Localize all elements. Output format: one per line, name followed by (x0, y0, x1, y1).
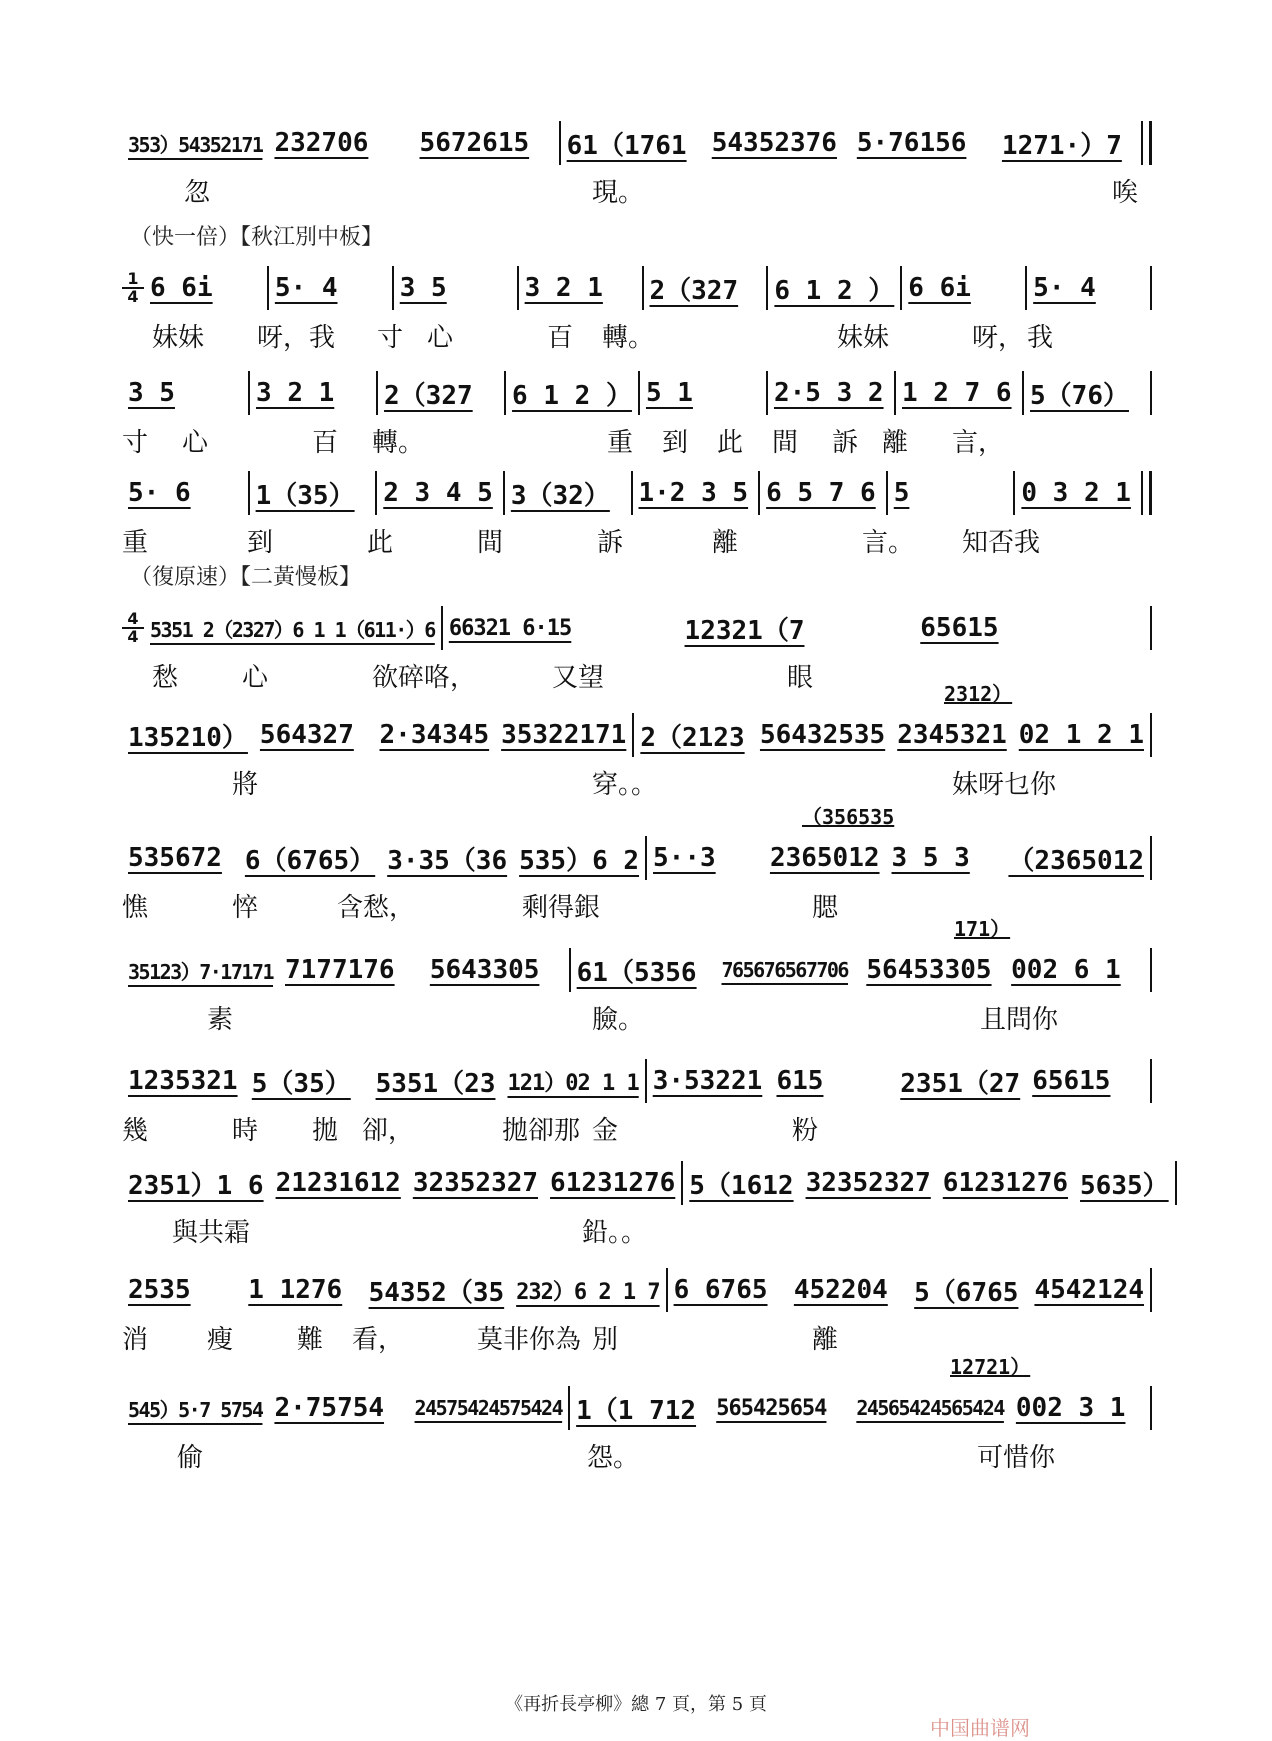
note-group: 2365012 (769, 843, 880, 873)
note-group: 3 2 1 (256, 378, 335, 408)
note-group: 1·2 3 5 (638, 478, 749, 508)
lyric-word: 妹妹 (152, 323, 205, 353)
lyric-word: 剩得銀 (522, 893, 601, 923)
site-watermark: 中国曲谱网 (930, 1716, 1030, 1740)
lyric-word: 呀，我 (257, 323, 336, 353)
notation-line (122, 265, 1152, 311)
note-group: 24565424565424 (856, 1396, 1004, 1420)
note-group: 7177176 (285, 955, 395, 985)
page-footer: 《再折長亭柳》總 7 頁，第 5 頁 (505, 1694, 767, 1715)
grace-notes: 171） (954, 917, 1011, 941)
lyric-word: 此 (717, 428, 744, 458)
lyric-word: 拋卻那 (502, 1116, 581, 1146)
note-group: 6 6i (908, 273, 971, 303)
lyric-word: 現。 (592, 178, 645, 208)
note-group: 5· 6 (128, 478, 191, 508)
staff-row (122, 1267, 1152, 1357)
note-group: 2·75754 (274, 1393, 385, 1423)
time-signature-number: 4 (127, 287, 139, 306)
notation-line (122, 835, 1152, 881)
note-group: 12321（7 (684, 615, 805, 646)
note-group: 135210） (128, 722, 248, 753)
notation-line (122, 712, 1152, 758)
note-group: 564327 (259, 720, 354, 750)
bar-line (1150, 266, 1152, 310)
note-group: 2·5 3 2 (773, 378, 884, 408)
note-group: 5643305 (429, 955, 540, 985)
bar-line (1150, 948, 1152, 992)
note-group: 5（35） (251, 1068, 351, 1099)
note-group: 6 5 7 6 (766, 478, 876, 508)
staff-row (122, 1058, 1152, 1148)
note-group: 66321 6·15 (448, 615, 572, 641)
lyric-word: 知否我 (962, 528, 1041, 558)
staff-row (122, 1355, 1152, 1475)
note-group: 765676567706 (721, 958, 848, 982)
lyric-word: 言。 (862, 528, 915, 558)
lyric-word: 眼 (787, 663, 814, 693)
note-group: 1 2 7 6 (902, 378, 1012, 408)
lyric-word: 拋 (312, 1116, 339, 1146)
note-group: 2（327 (649, 275, 739, 306)
note-group: 535）6 2 (519, 845, 640, 876)
lyric-word: 妹妹 (837, 323, 890, 353)
lyrics-line (122, 764, 1152, 798)
time-signature (122, 611, 144, 645)
bar-line (1150, 1059, 1152, 1103)
lyric-word: 間 (477, 528, 504, 558)
double-bar-line (1141, 471, 1152, 515)
note-group: 5（6765 (914, 1277, 1019, 1308)
note-group: 5· 4 (1033, 273, 1096, 303)
lyric-word: 金 (592, 1116, 619, 1146)
staff-row (122, 120, 1152, 210)
note-group: 353）54352171 (128, 132, 263, 157)
lyric-word: 看， (352, 1325, 405, 1355)
lyric-word: 心 (182, 428, 209, 458)
note-group: 002 3 1 (1015, 1393, 1126, 1423)
note-group: 121）02 1 1 (507, 1070, 639, 1096)
note-group: 35123）7·17171 (128, 959, 273, 984)
note-group: 3（32） (510, 480, 610, 511)
bar-line (1150, 371, 1152, 415)
note-group: 54352376 (711, 128, 837, 158)
lyric-word: 心 (242, 663, 269, 693)
note-group: 56432535 (759, 720, 886, 750)
lyric-word: 消 (122, 1325, 149, 1355)
note-group: 535672 (128, 843, 222, 873)
note-group: 452204 (793, 1275, 888, 1305)
note-group: 2（2123 (640, 722, 745, 753)
time-signature (122, 271, 144, 305)
note-group: 002 6 1 (1011, 955, 1121, 985)
bar-line (1150, 1386, 1152, 1430)
lyric-word: 心 (427, 323, 454, 353)
note-group: 5·76156 (856, 128, 967, 158)
note-group: 6 1 2 ） (512, 380, 632, 411)
lyric-word: 難 (297, 1325, 324, 1355)
lyric-word: 轉。 (602, 323, 655, 353)
lyrics-line (122, 172, 1152, 206)
note-group: 61231276 (550, 1168, 676, 1198)
notation-line (122, 370, 1152, 416)
lyric-word: 瘦 (207, 1325, 234, 1355)
lyric-word: 到 (662, 428, 689, 458)
note-group: 3 5 (399, 273, 447, 303)
lyric-word: 轉。 (372, 428, 425, 458)
notation-line (122, 947, 1152, 993)
lyric-word: 寸 (122, 428, 149, 458)
note-group: 65615 (1032, 1066, 1111, 1096)
note-group: 2·34345 (379, 720, 490, 750)
note-group: 5672615 (419, 128, 530, 158)
note-group: 615 (776, 1066, 824, 1096)
lyric-word: 鉛。。 (582, 1218, 648, 1248)
note-group: （2365012 (1008, 845, 1144, 876)
notation-line (122, 470, 1152, 516)
notation-line (122, 1267, 1152, 1313)
grace-notes: 12721） (950, 1355, 1031, 1379)
note-group: 1（1 712 (576, 1395, 697, 1426)
note-group: 1 1276 (248, 1275, 343, 1305)
lyric-word: 百 (312, 428, 339, 458)
staff-row (122, 917, 1152, 1037)
staff-row (122, 470, 1152, 560)
note-group: 61（5356 (576, 957, 697, 988)
note-group: 1（35） (255, 480, 355, 511)
lyric-word: 唉 (1112, 178, 1139, 208)
note-group: 6 6765 (673, 1275, 768, 1305)
notation-line (122, 605, 1152, 651)
bar-line (1150, 1268, 1152, 1312)
note-group: 2345321 (897, 720, 1007, 750)
note-group: 2351（27 (900, 1068, 1021, 1099)
bar-line (1150, 606, 1152, 650)
lyric-word: 粉 (792, 1116, 819, 1146)
note-group: 4542124 (1034, 1275, 1145, 1305)
time-signature-number: 1 (122, 271, 144, 289)
note-group: 32352327 (805, 1168, 931, 1198)
lyric-word: 離 (812, 1325, 839, 1355)
lyric-word: 離 (712, 528, 739, 558)
lyric-word: 又望 (552, 663, 605, 693)
lyric-word: 莫非你為 (477, 1325, 582, 1355)
note-group: 3 5 (128, 378, 175, 408)
lyrics-line (122, 1110, 1152, 1144)
note-group: 35322171 (501, 720, 627, 750)
lyric-word: 忽 (184, 178, 211, 208)
section-label: （快一倍）【秋江別中板】 (130, 225, 384, 250)
lyric-word: 到 (247, 528, 274, 558)
lyric-word: 幾 (122, 1116, 149, 1146)
notation-line (122, 1058, 1152, 1104)
bar-line (1150, 836, 1152, 880)
double-bar-line (1141, 121, 1152, 165)
note-group: 5 1 (645, 378, 693, 408)
lyric-word: 訴 (832, 428, 859, 458)
note-group: 65615 (920, 613, 999, 643)
lyrics-line (122, 999, 1152, 1033)
lyric-word: 別 (592, 1325, 619, 1355)
note-group: 5351 2（2327）6 1 1（611·）6 (150, 617, 435, 642)
lyric-word: 腮 (812, 893, 839, 923)
lyric-word: 含愁， (337, 893, 416, 923)
notation-line (122, 120, 1152, 166)
note-group: 5 (893, 478, 910, 508)
note-group: 24575424575424 (414, 1396, 563, 1420)
lyric-word: 時 (232, 1116, 259, 1146)
lyrics-line (122, 522, 1152, 556)
note-group: 0 3 2 1 (1021, 478, 1131, 508)
lyric-word: 百 (547, 323, 574, 353)
note-group: 5（76） (1030, 380, 1129, 411)
lyrics-line (122, 1319, 1152, 1353)
lyric-word: 此 (367, 528, 394, 558)
note-group: 3·35（36 (387, 845, 508, 876)
note-group: 565425654 (716, 1395, 827, 1421)
grace-notes: 2312） (944, 682, 1013, 706)
note-group: 2 3 4 5 (383, 478, 493, 508)
note-group: 5（1612 (689, 1170, 794, 1201)
note-group: 61231276 (942, 1168, 1069, 1198)
bar-line (1175, 1161, 1177, 1205)
lyric-word: 寸 (377, 323, 404, 353)
lyrics-line (122, 317, 1152, 351)
grace-notes: （356535 (802, 805, 895, 829)
time-signature-number: 4 (127, 627, 139, 646)
section-label: （復原速）【二黃慢板】 (130, 565, 362, 590)
lyric-word: 重 (607, 428, 634, 458)
lyric-word: 穿。。 (592, 770, 658, 800)
lyric-word: 我 (1027, 323, 1054, 353)
note-group: 32352327 (412, 1168, 539, 1198)
lyric-word: 且問你 (980, 1005, 1059, 1035)
note-group: 3·53221 (652, 1066, 763, 1096)
notation-line (122, 1160, 1169, 1206)
note-group: 1271·）7 (1001, 130, 1122, 161)
lyric-word: 間 (772, 428, 799, 458)
note-group: 6 1 2 ） (774, 275, 895, 306)
note-group: 61（1761 (566, 130, 687, 161)
notation-line (122, 1385, 1152, 1431)
note-group: 02 1 2 1 (1018, 720, 1144, 750)
lyrics-line (122, 1437, 1152, 1471)
note-group: 2（327 (384, 380, 473, 411)
lyrics-line (122, 1212, 1152, 1246)
lyric-word: 愁 (152, 663, 179, 693)
lyric-word: 訴 (597, 528, 624, 558)
lyrics-line (122, 422, 1152, 456)
staff-row (122, 1160, 1169, 1250)
note-group: 56453305 (866, 955, 992, 985)
lyric-word: 悴 (232, 893, 259, 923)
lyric-word: 重 (122, 528, 149, 558)
note-group: 5··3 (653, 843, 716, 873)
lyric-word: 憔 (122, 893, 149, 923)
note-group: 6（6765） (244, 845, 376, 876)
lyric-word: 言， (952, 428, 1005, 458)
note-group: 232）6 2 1 7 (516, 1279, 660, 1305)
lyric-word: 怨。 (587, 1443, 640, 1473)
note-group: 21231612 (275, 1168, 401, 1198)
lyric-word: 可惜你 (977, 1443, 1056, 1473)
note-group: 2535 (128, 1275, 191, 1305)
note-group: 5· 4 (274, 273, 338, 303)
staff-row (122, 682, 1152, 802)
note-group: 1235321 (128, 1066, 238, 1096)
time-signature-number: 4 (122, 611, 144, 629)
note-group: 3 2 1 (524, 273, 603, 303)
note-group: 545）5·7 5754 (128, 1397, 263, 1422)
lyric-word: 將 (232, 770, 259, 800)
staff-row (122, 805, 1152, 925)
lyric-word: 呀， (972, 323, 1025, 353)
lyric-word: 與共霜 (172, 1218, 251, 1248)
note-group: 54352（35 (368, 1277, 505, 1308)
lyric-word: 素 (207, 1005, 234, 1035)
bar-line (1150, 713, 1152, 757)
lyric-word: 欲碎咯， (372, 663, 477, 693)
note-group: 5635） (1080, 1170, 1169, 1201)
staff-row (122, 370, 1152, 460)
note-group: 6 6i (150, 273, 213, 303)
lyric-word: 臉。 (592, 1005, 645, 1035)
lyric-word: 卻， (362, 1116, 415, 1146)
note-group: 5351（23 (375, 1068, 496, 1099)
lyric-word: 偷 (177, 1443, 204, 1473)
lyric-word: 妹呀乜你 (952, 770, 1057, 800)
lyric-word: 離 (882, 428, 909, 458)
note-group: 3 5 3 (891, 843, 970, 873)
staff-row (122, 265, 1152, 355)
note-group: 2351）1 6 (128, 1170, 264, 1201)
note-group: 232706 (274, 128, 369, 158)
